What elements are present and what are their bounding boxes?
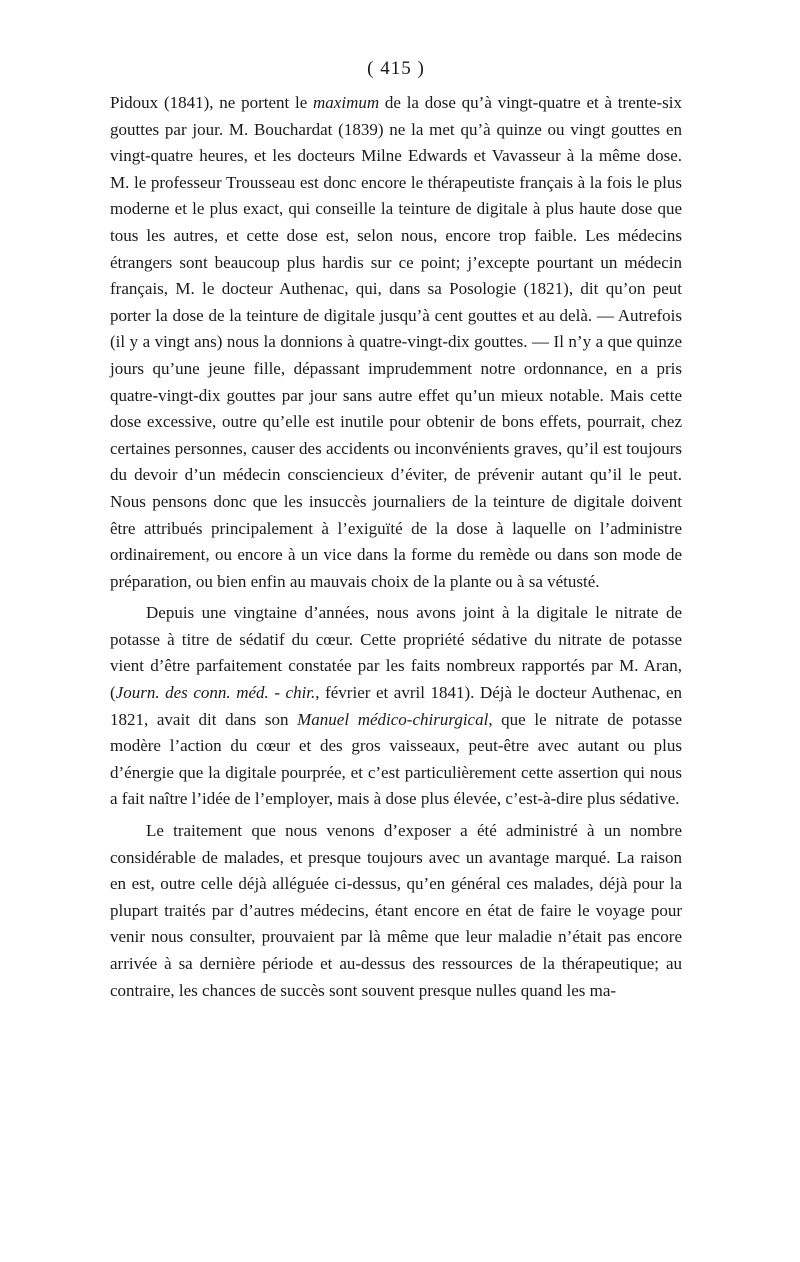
text-run: , que le nitrate de potasse modère l’action du cœur et des gros vaisseaux, peut-être avec autant ou plus d’énergie que la digitale pourprée, et c’est particulièrement cette assertion qui nous a fait naître l’idée de l’employer, mais à dose plus élevée, c’est-à-dire plus sédative. xyxy=(110,709,683,809)
text-run: Depuis une vingtaine d’années, nous avons joint à la digitale le nitrate de potasse à titre de sédatif du cœur. Cette propriété sédative du nitrate de potasse vient d’être parfaitement constatée par les faits nombreux rapportés par M. Aran, ( xyxy=(110,603,682,703)
italic-text: Manuel médico-chirurgical xyxy=(297,709,489,729)
page-number: ( 415 ) xyxy=(367,58,425,79)
text-run: de la dose qu’à vingt-quatre et à trente-six gouttes par jour. M. Bouchardat (1839) ne la met qu’à quinze ou vingt gouttes en vingt-quatre heures, et les docteurs Milne Edwards et Vavasseur à la même dose. M. le professeur Trousseau est donc encore le thérapeutiste français à la fois le plus moderne et le plus exact, qui conseille la teinture de digitale à plus haute dose que tous les autres, et cette dose est, selon nous, encore trop faible. Les médecins étrangers sont beaucoup plus hardis sur ce point; j’excepte pourtant un médecin français, M. le docteur Authenac, qui, dans sa Posologie (1821), dit qu’on peut porter la dose de la teinture de digitale jusqu’à cent gouttes et au delà. — Autrefois (il y a vingt ans) nous la donnions à quatre-vingt-dix gouttes. — Il n’y a que quinze jours qu’une jeune fille, dépassant imprudemment notre ordonnance, en a pris quatre-vingt-dix gouttes par jour sans autre effet qu’un mieux notable. Mais cette dose excessive, outre qu’elle est inutile pour obtenir de bons effets, pourrait, chez certaines personnes, causer des accidents ou inconvénients graves, qu’il est toujours du devoir d’un médecin consciencieux d’éviter, de prévenir autant qu’il le peut. Nous pensons donc que les insuccès journaliers de la teinture de digitale doivent être attribués principalement à l’exiguïté de la dose à laquelle on l’administre ordinairement, ou encore à un vice dans la forme du remède ou dans son mode de préparation, ou bien enfin au mauvais choix de la plante ou à sa vétusté. xyxy=(110,93,683,591)
italic-text: maximum xyxy=(313,93,380,112)
text-run: , février et avril 1841). Déjà le docteur Authenac, en 1821, avait dit dans son xyxy=(110,683,682,729)
paragraph-3 xyxy=(110,818,682,1004)
italic-text: Journ. des conn. méd. - chir. xyxy=(115,683,316,703)
text-run: Le traitement que nous venons d’exposer a été administré à un nombre considérable de malades, et presque toujours avec un avantage marqué. La raison en est, outre celle déjà alléguée ci-dessus, qu’en général ces malades, déjà pour la plupart traités par d’autres médecins, étant encore en état de faire le voyage pour venir nous consulter, prouvaient par là même que leur maladie n’était pas encore arrivée à sa dernière période et au-dessus des ressources de la thérapeutique; au contraire, les chances de succès sont souvent presque nulles quand les ma- xyxy=(110,821,682,1000)
paragraph-2 xyxy=(110,600,682,813)
paragraph-1 xyxy=(110,90,682,595)
text-run: Pidoux (1841), ne portent le xyxy=(110,93,314,112)
book-page xyxy=(110,58,682,1004)
